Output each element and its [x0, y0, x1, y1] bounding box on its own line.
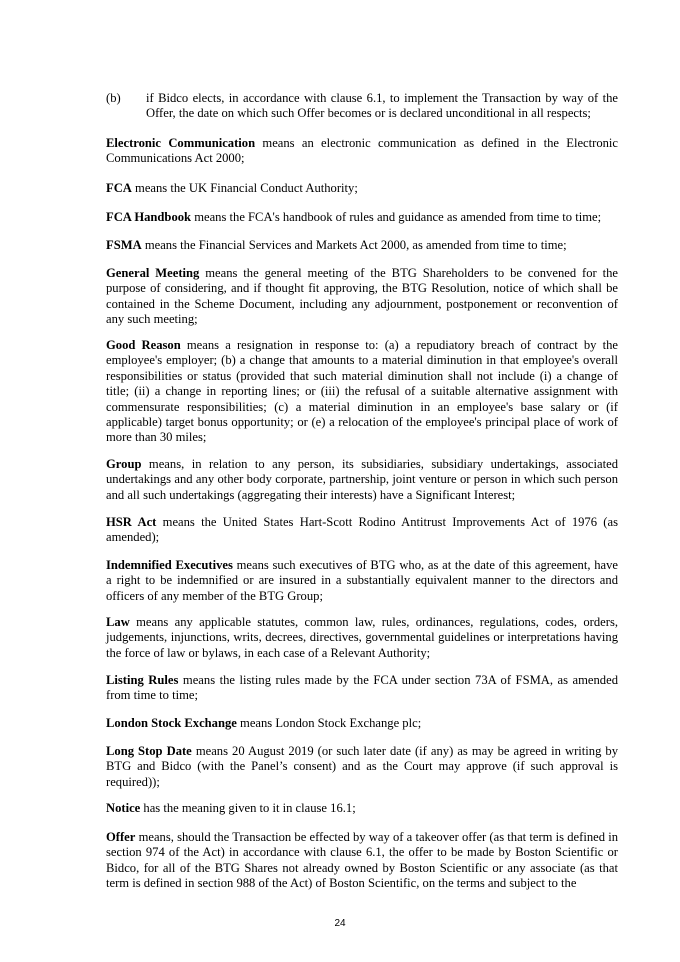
definition-term: General Meeting	[106, 266, 200, 280]
definition-text: means the FCA's handbook of rules and guidance as amended from time to time;	[191, 210, 602, 224]
definition-text: means London Stock Exchange plc;	[236, 716, 422, 730]
page-number: 24	[334, 918, 346, 929]
definition-text: means, should the Transaction be effected by way of a takeover offer (as that term is defined in section 974 of the Act) in accordance with clause 6.1, the offer to be made by Boston Scientific or Bidco, for all of the BTG Shares not already owned by Boston Scientific or any associate (as that term is defined in section 988 of the Act) of Boston Scientific, on the terms and subject to the	[106, 830, 618, 891]
definition-term: FSMA	[106, 238, 142, 252]
definition-text: means the general meeting of the BTG Shareholders to be convened for the purpose of considering, and if thought fit approving, the BTG Resolution, notice of which shall be contained in the Scheme Document, including any adjournment, postponement or reconvention of any such meeting;	[106, 266, 618, 327]
definition-listing-rules	[106, 673, 618, 704]
definition-hsr-act	[106, 515, 618, 546]
definition-term: Electronic Communication	[106, 136, 256, 150]
definition-term: Offer	[106, 830, 136, 844]
definition-fca-handbook	[106, 210, 618, 225]
clause-b	[106, 91, 618, 122]
definition-text: has the meaning given to it in clause 16.1;	[140, 801, 356, 815]
definition-term: Long Stop Date	[106, 744, 192, 758]
clause-marker: (b)	[106, 91, 121, 105]
definition-text: means any applicable statutes, common law, rules, ordinances, regulations, codes, orders, judgements, injunctions, writs, decrees, directives, governmental guidelines or interpretations having the force of law or bylaws, in each case of a Relevant Authority;	[106, 615, 618, 660]
definition-term: London Stock Exchange	[106, 716, 237, 730]
definition-text: means a resignation in response to: (a) a repudiatory breach of contract by the employee's employer; (b) a change that amounts to a material diminution in that employee's overall responsibilities or status (provided that such material diminution shall not include (i) a change of title; (ii) a change in reporting lines; or (iii) the refusal of a suitable alternative assignment with commensurate responsibilities; (c) a material diminution in an employee's base salary or (if applicable) target bonus opportunity; or (e) a relocation of the employee's principal place of work of more than 30 miles;	[106, 338, 618, 445]
definition-fsma	[106, 238, 618, 253]
definition-text: means 20 August 2019 (or such later date (if any) as may be agreed in writing by BTG and Bidco (with the Panel’s consent) and as the Court may approve (if such approval is required));	[106, 744, 619, 789]
definition-electronic-communication	[106, 136, 618, 167]
definition-term: FCA	[106, 181, 132, 195]
definition-term: Indemnified Executives	[106, 558, 233, 572]
clause-text: if Bidco elects, in accordance with clause 6.1, to implement the Transaction by way of the Offer, the date on which such Offer becomes or is declared unconditional in all respects;	[146, 91, 618, 121]
definition-term: Law	[106, 615, 130, 629]
definition-text: means the Financial Services and Markets Act 2000, as amended from time to time;	[141, 238, 567, 252]
definition-text: means, in relation to any person, its subsidiaries, subsidiary undertakings, associated undertakings and any other body corporate, partnership, joint venture or person in which such person and all such undertakings (aggregating their interests) have a Significant Interest;	[106, 457, 618, 502]
definition-text: means such executives of BTG who, as at the date of this agreement, have a right to be indemnified or are insured in a substantially equivalent manner to the directors and officers of any member of the BTG Group;	[106, 558, 618, 603]
definition-law	[106, 615, 618, 661]
definition-term: HSR Act	[106, 515, 157, 529]
definition-london-stock-exchange	[106, 716, 618, 731]
definition-term: FCA Handbook	[106, 210, 192, 224]
definition-term: Listing Rules	[106, 673, 179, 687]
definition-fca	[106, 181, 618, 196]
definition-good-reason	[106, 338, 618, 446]
definition-text: means the UK Financial Conduct Authority;	[131, 181, 358, 195]
definition-notice	[106, 801, 618, 816]
definition-indemnified-executives	[106, 558, 618, 604]
definition-offer	[106, 830, 618, 892]
definition-text: means an electronic communication as defined in the Electronic Communications Act 2000;	[106, 136, 619, 166]
definition-term: Good Reason	[106, 338, 181, 352]
definition-term: Group	[106, 457, 142, 471]
definition-text: means the United States Hart-Scott Rodino Antitrust Improvements Act of 1976 (as amended);	[106, 515, 618, 545]
definition-term: Notice	[106, 801, 141, 815]
definition-group	[106, 457, 618, 503]
definition-general-meeting	[106, 266, 618, 328]
definition-long-stop-date	[106, 744, 618, 790]
definition-text: means the listing rules made by the FCA under section 73A of FSMA, as amended from time to time;	[106, 673, 618, 703]
